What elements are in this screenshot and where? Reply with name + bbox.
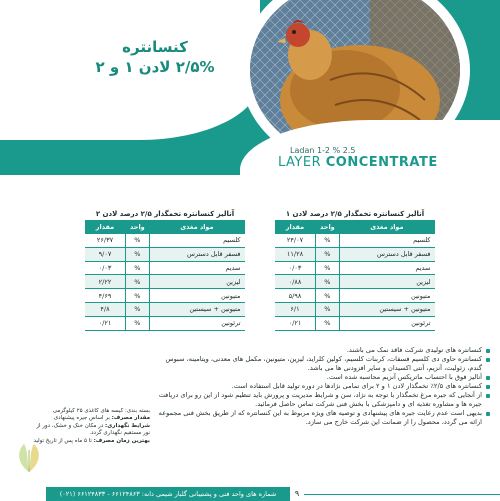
nutrient-value: ۶/۱ xyxy=(275,302,316,316)
list-item: کنسانتره حاوی دی کلسیم فسفات، کربنات کلسیم، کولین کلراید، لیزین، متیونین، مکمل های معدنی، ویتامینه، سبوس گندم، زئولیت، آنزیم، آنتی اکسیدان و سایر افزودنی ها می باشد. xyxy=(158,355,490,373)
nutrient-name: سدیم xyxy=(149,261,244,275)
nutrient-unit: % xyxy=(126,275,150,289)
title-line-2: ۲/۵% لادن ۱ و ۲ xyxy=(95,58,215,76)
header-unit: واحد xyxy=(126,221,150,234)
title-line-1: کنسانتره xyxy=(122,38,188,56)
nutrient-unit: % xyxy=(126,289,150,303)
table-row xyxy=(85,247,245,261)
table-row xyxy=(85,275,245,289)
nutrient-value: ۰/۰۳ xyxy=(275,261,316,275)
table-row xyxy=(85,261,245,275)
dosage-text: بر اساس جیره پیشنهادی xyxy=(53,415,112,422)
header-nutrient: مواد مغذی xyxy=(149,221,244,234)
nutrient-name: لیزین xyxy=(339,275,434,289)
analysis-table-ladan2 xyxy=(85,210,245,331)
analysis-table xyxy=(85,220,245,331)
header-unit: واحد xyxy=(316,221,340,234)
nutrient-value: ۰/۲۱ xyxy=(85,316,126,330)
nutrient-unit: % xyxy=(126,316,150,330)
nutrient-name: ترئونین xyxy=(149,316,244,330)
nutrient-unit: % xyxy=(316,289,340,303)
product-title xyxy=(55,38,255,76)
table-row xyxy=(275,234,435,248)
nutrient-value: ۲۶/۳۷ xyxy=(85,234,126,248)
nutrient-value: ۲/۲۲ xyxy=(85,275,126,289)
nutrient-name: متیونین + سیستین xyxy=(339,302,434,316)
layer-word: LAYER xyxy=(278,155,322,170)
nutrient-value: ۰/۲۱ xyxy=(275,316,316,330)
best-before-line xyxy=(30,438,150,445)
list-item: کنسانتره های ۲/۵٪ تخمگذار لادن ۱ و ۲ برای تمامی نژادها در دوره تولید قابل استفاده است. xyxy=(158,382,490,391)
layer-concentrate-label xyxy=(278,155,438,170)
nutrient-unit: % xyxy=(126,302,150,316)
nutrient-value: ۹/۰۷ xyxy=(85,247,126,261)
table-row xyxy=(275,275,435,289)
nutrient-unit: % xyxy=(316,261,340,275)
analysis-table xyxy=(275,220,435,331)
storage-label: شرایط نگهداری: xyxy=(105,422,150,429)
company-logo-icon xyxy=(14,440,44,474)
table-row xyxy=(275,302,435,316)
nutrient-name: متیونین + سیستین xyxy=(149,302,244,316)
table-row xyxy=(275,316,435,330)
analysis-table-ladan1 xyxy=(275,210,435,331)
nutrient-value: ۴/۸ xyxy=(85,302,126,316)
header-amount: مقدار xyxy=(275,221,316,234)
nutrient-value: ۲۴/۰۷ xyxy=(275,234,316,248)
ladan-subtitle: Ladan 1-2 % 2.5 xyxy=(290,146,356,155)
packaging-info xyxy=(30,408,150,445)
nutrient-name: لیزین xyxy=(149,275,244,289)
list-item: از آنجایی که جیره مرغ تخمگذار با توجه به نژاد، سن و شرایط مدیریت و پرورش باید تنظیم شود از این رو برای دریافت جیره ها و مشاوره تغذیه ای و دامپزشکی با بخش فنی شرکت تماس حاصل فرمائید. xyxy=(158,391,490,409)
nutrient-unit: % xyxy=(126,234,150,248)
list-item: کنسانتره های تولیدی شرکت فاقد نمک می باشند. xyxy=(158,346,490,355)
nutrient-unit: % xyxy=(316,275,340,289)
best-before-label: بهترین زمان مصرف: xyxy=(93,437,150,444)
table-row xyxy=(275,247,435,261)
table-title: آنالیز کنسانتره تخمگذار ۲/۵ درصد لادن ۲ xyxy=(95,210,235,218)
best-before-text: تا ۵ ماه پس از تاریخ تولید xyxy=(33,437,94,444)
nutrient-name: متیونین xyxy=(149,289,244,303)
header-amount: مقدار xyxy=(85,221,126,234)
dosage-label: مقدار مصرف: xyxy=(111,415,150,422)
nutrient-name: کلسیم xyxy=(339,234,434,248)
table-row xyxy=(85,289,245,303)
nutrient-unit: % xyxy=(316,247,340,261)
nutrient-value: ۰/۰۳ xyxy=(85,261,126,275)
list-item: آنالیز فوق با احتساب ماتریکس آنزیم محاسبه شده است. xyxy=(158,373,490,382)
nutrient-name: متیونین xyxy=(339,289,434,303)
product-notes-list xyxy=(158,346,490,427)
nutrient-value: ۴/۶۹ xyxy=(85,289,126,303)
table-row xyxy=(275,261,435,275)
contact-footer: شماره های واحد فنی و پشتیبانی گلبار شیمی دانه: ۶۶۱۲۴۸۶۳ - ۶۶۱۲۴۸۳۳ (۰۲۱) xyxy=(46,487,290,501)
nutrient-unit: % xyxy=(126,261,150,275)
footer-divider xyxy=(304,494,500,495)
table-row xyxy=(85,234,245,248)
nutrient-value: ۵/۹۸ xyxy=(275,289,316,303)
concentrate-word: CONCENTRATE xyxy=(325,155,438,170)
dosage-line xyxy=(30,415,150,422)
nutrient-value: ۱۱/۲۸ xyxy=(275,247,316,261)
nutrient-name: کلسیم xyxy=(149,234,244,248)
storage-line-2: نور مستقیم نگهداری گردد. xyxy=(89,430,150,437)
nutrient-value: ۰/۸۸ xyxy=(275,275,316,289)
header-nutrient: مواد مغذی xyxy=(339,221,434,234)
storage-text: در مکان خنک و خشک، دور از xyxy=(36,422,106,429)
table-title: آنالیز کنسانتره تخمگذار ۲/۵ درصد لادن ۱ xyxy=(285,210,425,218)
table-row xyxy=(85,302,245,316)
nutrient-unit: % xyxy=(126,247,150,261)
nutrient-unit: % xyxy=(316,234,340,248)
nutrient-unit: % xyxy=(316,316,340,330)
nutrient-name: فسفر قابل دسترس xyxy=(149,247,244,261)
nutrient-name: فسفر قابل دسترس xyxy=(339,247,434,261)
list-item: بدیهی است عدم رعایت جیره های پیشنهادی و توصیه های ویژه مربوط به این کنسانتره که از طریق بخش فنی مجموعه ارائه می گردد، محصول را از ضمانت این شرکت خارج می سازد. xyxy=(158,409,490,427)
nutrient-name: ترئونین xyxy=(339,316,434,330)
nutrient-unit: % xyxy=(316,302,340,316)
page-number: ۹ xyxy=(294,489,300,498)
packaging-line: بسته بندی: کیسه های کاغذی ۲۵ کیلوگرمی xyxy=(52,408,150,414)
table-row xyxy=(275,289,435,303)
nutrient-name: سدیم xyxy=(339,261,434,275)
table-row xyxy=(85,316,245,330)
